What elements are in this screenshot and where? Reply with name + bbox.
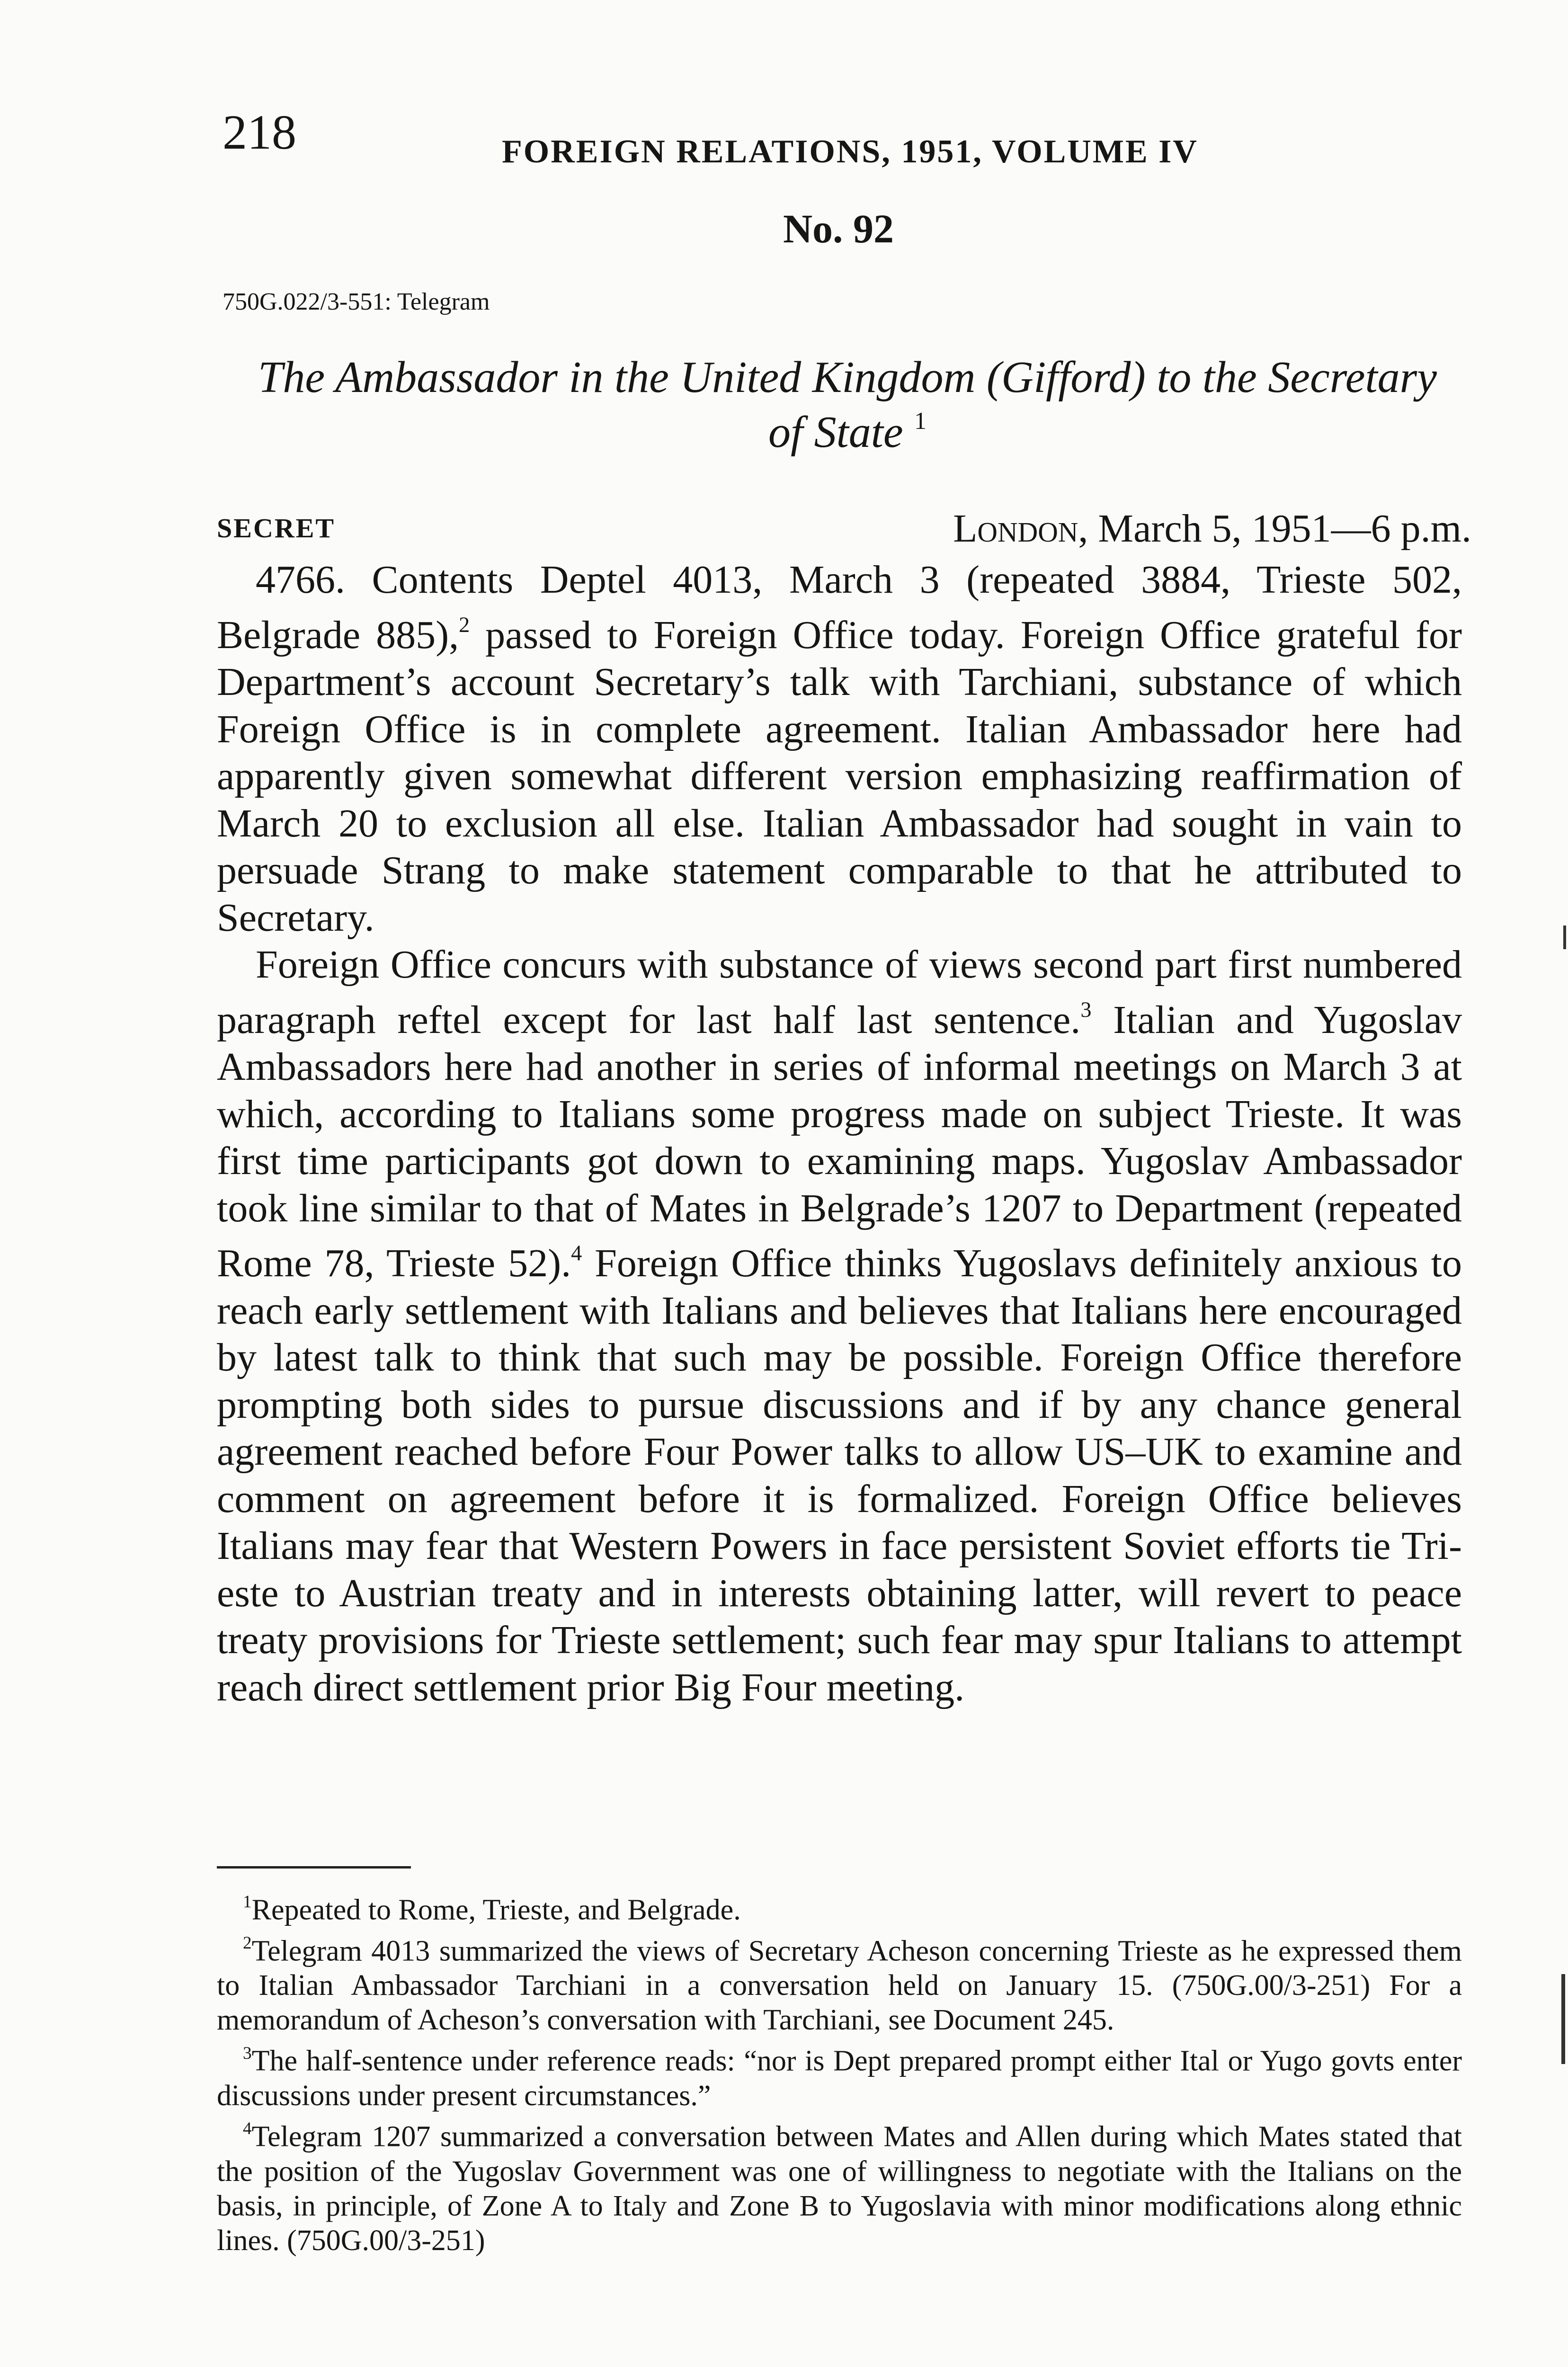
- dateline: [217, 506, 1471, 558]
- footnote-text: Telegram 4013 summarized the views of Secretary Acheson concerning Trieste as he expressed them to Italian Ambassador Tarchiani in a conversation held on January 15. (750G.00/3-251) For a memorandum of Acheson’s conversation with Tarchiani, see Document 245.: [217, 1935, 1462, 2037]
- title-footnote-mark: 1: [914, 408, 927, 435]
- paragraph-text: passed to Foreign Office today. Foreign Office grateful for Department’s account Secretary’s talk with Tarchiani, substance of which Foreign Office is in complete agreement. Italian Ambassador here had apparently given somewhat different version emphasizing reaffirmation of March 20 to exclusion all else. Italian Ambassador had sought in vain to persuade Strang to make statement comparable to that he attributed to Secretary.: [217, 613, 1462, 940]
- margin-mark-1: [1563, 925, 1566, 949]
- footnote-separator: [217, 1866, 411, 1869]
- place-name: London: [953, 507, 1078, 551]
- file-reference: 750G.022/3-551: Telegram: [223, 288, 490, 315]
- title-line-2: [208, 405, 1487, 460]
- date-time: , March 5, 1951—6 p.m.: [1078, 507, 1471, 551]
- footnote-mark: 1: [243, 1892, 252, 1912]
- footnote-text: Telegram 1207 summarized a conversation between Mates and Allen during which Mates stated that the position of the Yugoslav Government was one of willingness to negotiate with the Italians on the basis, in principle, of Zone A to Italy and Zone B to Yugoslavia with minor modifications along ethnic lines. (750G.00/3-251): [217, 2120, 1462, 2257]
- footnote-reference: 4: [571, 1241, 582, 1265]
- body-paragraph: [217, 556, 1462, 941]
- body-paragraph: [217, 941, 1462, 1711]
- footnote: [217, 1928, 1462, 2038]
- paragraph-text: Foreign Office thinks Yugoslavs definitely anxious to reach early settlement with Italians and believes that Italians here encouraged by latest talk to think that such may be possible. Foreign Office therefore prompting both sides to pursue discussions and if by any chance general agreement reached before Four Power talks to allow US–UK to examine and comment on agreement before it is formalized. Foreign Office believes Italians may fear that Western Powers in face persistent Soviet efforts tie Trieste to Austrian treaty and in interests obtaining latter, will revert to peace treaty provisions for Trieste settlement; such fear may spur Italians to attempt reach direct settlement prior Big Four meeting.: [217, 1241, 1462, 1709]
- margin-mark-2: [1561, 1974, 1565, 2064]
- title-line-1: The Ambassador in the United Kingdom (Gifford) to the Secretary: [258, 353, 1437, 402]
- running-title: FOREIGN RELATIONS, 1951, VOLUME IV: [502, 133, 1198, 170]
- paragraph-text: Foreign Office concurs with substance of views second part first numbered paragraph reftel except for last half last sentence.: [217, 943, 1462, 1042]
- place-and-date: [953, 506, 1471, 552]
- footnote-mark: 2: [243, 1933, 252, 1953]
- paragraph-text: Italian and Yugoslav Ambassadors here had another in series of informal meetings on March 3 at which, according to Italians some progress made on subject Trieste. It was first time participants got down to examining maps. Yugoslav Ambassador took line similar to that of Mates in Belgrade’s 1207 to Department (repeated Rome 78, Trieste 52).: [217, 997, 1462, 1285]
- document-number: No. 92: [783, 206, 894, 251]
- page-number: 218: [223, 105, 296, 160]
- footnote-reference: 2: [459, 612, 470, 637]
- telegram-body: [217, 556, 1462, 1711]
- footnote: [217, 2038, 1462, 2113]
- footnote-mark: 4: [243, 2119, 252, 2139]
- footnote-reference: 3: [1080, 997, 1092, 1022]
- document-title: [208, 350, 1487, 460]
- footnote-text: The half-sentence under reference reads: “nor is Dept prepared prompt either Ital or Yugo govts enter discussions under present circumstances.”: [217, 2045, 1462, 2112]
- paragraph-text: 4766. Contents Deptel 4013, March 3 (repeated 3884, Trieste 502, Belgrade 885),: [217, 558, 1462, 657]
- footnote: [217, 2113, 1462, 2258]
- footnote-mark: 3: [243, 2043, 252, 2063]
- footnotes: [217, 1886, 1462, 2258]
- classification-label: SECRET: [217, 513, 336, 543]
- title-line-2-text: of State: [768, 407, 903, 457]
- footnote-text: Repeated to Rome, Trieste, and Belgrade.: [251, 1894, 741, 1926]
- footnote: [217, 1886, 1462, 1928]
